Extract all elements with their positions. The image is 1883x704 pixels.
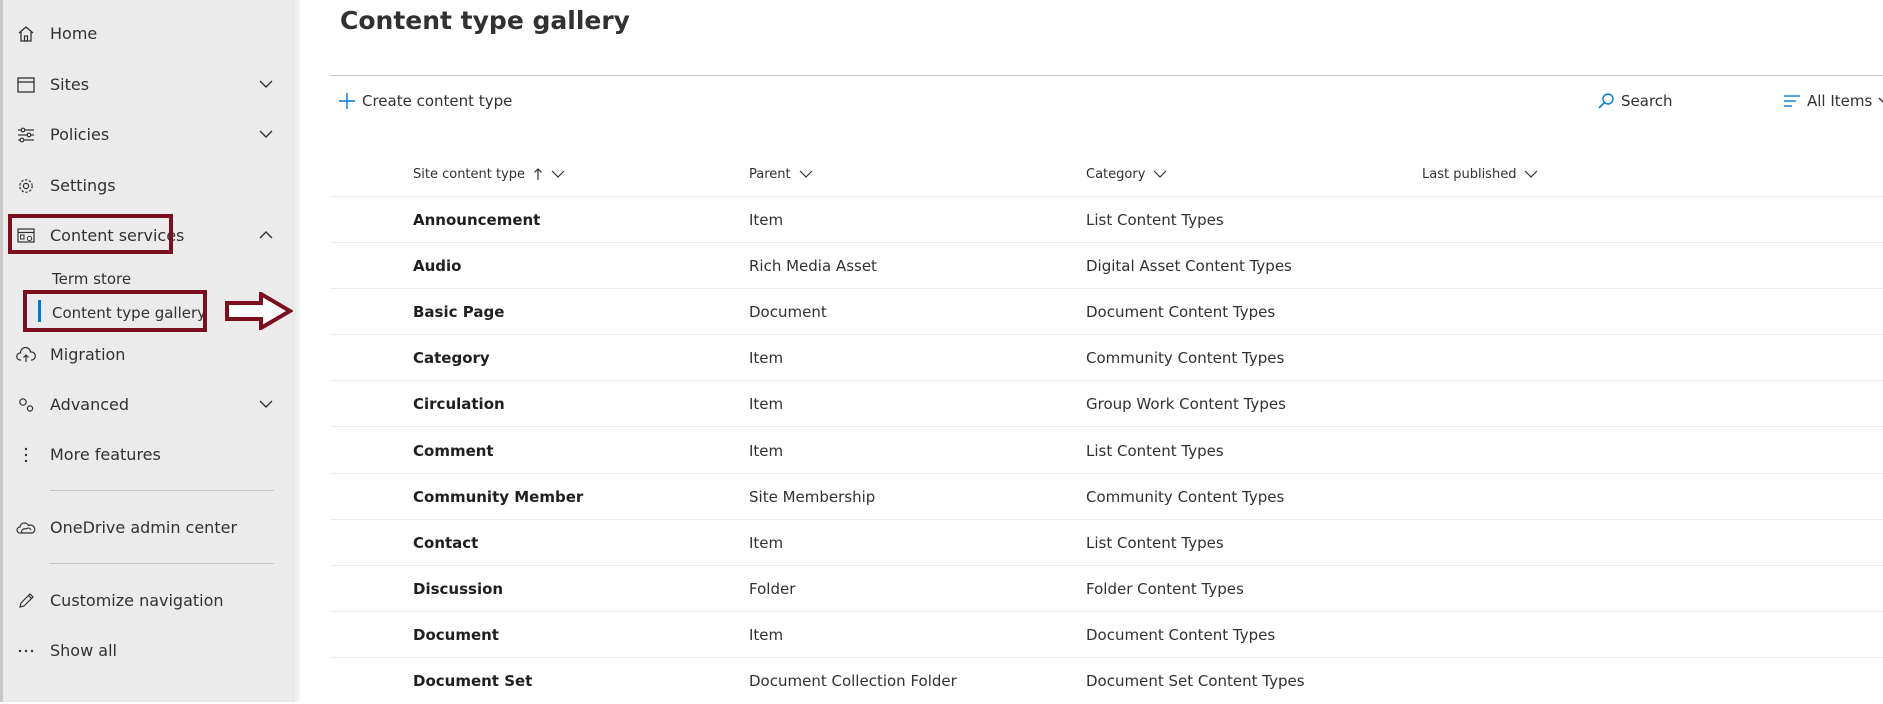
- nav-label-onedrive-admin-center: OneDrive admin center: [50, 517, 238, 537]
- chevron-down-icon: [1153, 169, 1167, 179]
- cell-parent: Item: [749, 442, 784, 460]
- nav-label-home: Home: [50, 23, 98, 43]
- chevron-down-icon: [551, 169, 565, 179]
- cell-parent: Item: [749, 211, 784, 229]
- cell-parent: Site Membership: [749, 488, 876, 506]
- sub-item-label-term-store: Term store: [52, 270, 132, 288]
- header-divider: [330, 75, 1883, 76]
- cell-parent: Item: [749, 534, 784, 552]
- view-selector[interactable]: [1783, 88, 1883, 114]
- cell-name[interactable]: Contact: [413, 534, 479, 552]
- onedrive-icon: [16, 518, 36, 538]
- chevron-down-icon: [799, 169, 813, 179]
- advanced-icon: [16, 395, 36, 415]
- cell-name[interactable]: Comment: [413, 442, 494, 460]
- more-vertical-icon: [16, 445, 36, 465]
- table-row[interactable]: [330, 474, 1883, 520]
- search-box[interactable]: [1597, 88, 1673, 114]
- nav-item-more-features[interactable]: [0, 437, 292, 471]
- cell-category: Community Content Types: [1086, 488, 1285, 506]
- cell-category: Document Content Types: [1086, 626, 1276, 644]
- table-row[interactable]: [330, 243, 1883, 289]
- nav-item-onedrive-admin-center[interactable]: [0, 510, 292, 544]
- pencil-icon: [16, 591, 36, 611]
- cell-parent: Item: [749, 626, 784, 644]
- cell-name[interactable]: Audio: [413, 257, 462, 275]
- table-row[interactable]: [330, 381, 1883, 427]
- table-row[interactable]: [330, 658, 1883, 704]
- nav-divider: [50, 490, 274, 491]
- chevron-down-icon: [1878, 95, 1883, 107]
- cell-parent: Document Collection Folder: [749, 672, 957, 690]
- nav-item-migration[interactable]: [0, 337, 292, 371]
- column-header-last-published[interactable]: [1422, 162, 1538, 186]
- nav-label-policies: Policies: [50, 124, 110, 144]
- annotation-arrow-icon: [225, 292, 293, 330]
- more-horizontal-icon: [16, 641, 36, 661]
- column-header-parent[interactable]: [749, 162, 813, 186]
- cell-category: Document Set Content Types: [1086, 672, 1305, 690]
- table-row[interactable]: [330, 289, 1883, 335]
- search-label: Search: [1621, 92, 1673, 110]
- column-header-label: Last published: [1422, 166, 1517, 182]
- cell-category: Folder Content Types: [1086, 580, 1244, 598]
- cell-name[interactable]: Document Set: [413, 672, 533, 690]
- sites-icon: [16, 75, 36, 95]
- add-icon: [338, 92, 356, 110]
- column-header-site-content-type[interactable]: [413, 162, 565, 186]
- cell-parent: Item: [749, 349, 784, 367]
- sub-item-term-store[interactable]: [52, 265, 131, 293]
- nav-item-home[interactable]: [0, 16, 292, 50]
- table-row[interactable]: [330, 197, 1883, 243]
- column-header-label: Category: [1086, 166, 1146, 182]
- cell-name[interactable]: Circulation: [413, 395, 505, 413]
- cell-category: List Content Types: [1086, 442, 1224, 460]
- chevron-up-icon[interactable]: [258, 228, 274, 242]
- nav-label-content-services: Content services: [50, 225, 185, 245]
- table-row[interactable]: [330, 428, 1883, 474]
- chevron-down-icon[interactable]: [258, 397, 274, 411]
- cell-name[interactable]: Announcement: [413, 211, 541, 229]
- sidebar-edge: [292, 0, 300, 702]
- home-icon: [16, 24, 36, 44]
- cell-category: Group Work Content Types: [1086, 395, 1286, 413]
- nav-label-settings: Settings: [50, 175, 116, 195]
- nav-label-advanced: Advanced: [50, 394, 130, 414]
- highlight-box-content-type-gallery: [23, 290, 207, 332]
- nav-label-show-all: Show all: [50, 640, 117, 660]
- cloud-upload-icon: [16, 345, 36, 365]
- cell-name[interactable]: Document: [413, 626, 499, 644]
- nav-label-more-features: More features: [50, 444, 161, 464]
- cell-parent: Item: [749, 395, 784, 413]
- cell-name[interactable]: Basic Page: [413, 303, 505, 321]
- column-header-category[interactable]: [1086, 162, 1167, 186]
- view-selector-label: All Items: [1807, 92, 1873, 110]
- table-row[interactable]: [330, 566, 1883, 612]
- page-title: Content type gallery: [340, 6, 630, 35]
- nav-item-sites[interactable]: [0, 67, 292, 101]
- cell-category: Document Content Types: [1086, 303, 1276, 321]
- cell-category: List Content Types: [1086, 211, 1224, 229]
- column-header-label: Parent: [749, 166, 791, 182]
- chevron-down-icon: [1524, 169, 1538, 179]
- nav-item-customize-navigation[interactable]: [0, 583, 292, 617]
- nav-divider: [50, 563, 274, 564]
- nav-item-show-all[interactable]: [0, 633, 292, 667]
- policies-icon: [16, 125, 36, 145]
- chevron-down-icon[interactable]: [258, 127, 274, 141]
- cell-category: Digital Asset Content Types: [1086, 257, 1292, 275]
- gear-icon: [16, 176, 36, 196]
- chevron-down-icon[interactable]: [258, 77, 274, 91]
- nav-item-advanced[interactable]: [0, 387, 292, 421]
- nav-label-customize-navigation: Customize navigation: [50, 590, 224, 610]
- nav-item-settings[interactable]: [0, 168, 292, 202]
- table-row[interactable]: [330, 335, 1883, 381]
- view-list-icon: [1783, 94, 1801, 108]
- table-row[interactable]: [330, 612, 1883, 658]
- column-header-label: Site content type: [413, 166, 526, 182]
- cell-name[interactable]: Community Member: [413, 488, 584, 506]
- cell-name[interactable]: Discussion: [413, 580, 504, 598]
- cell-category: List Content Types: [1086, 534, 1224, 552]
- create-content-type-label: Create content type: [362, 92, 513, 110]
- cell-category: Community Content Types: [1086, 349, 1285, 367]
- table-row[interactable]: [330, 520, 1883, 566]
- search-icon: [1597, 92, 1615, 110]
- create-content-type-button[interactable]: [338, 88, 512, 114]
- sort-ascending-icon: [533, 167, 543, 181]
- cell-parent: Document: [749, 303, 827, 321]
- highlight-box-content-services: [8, 214, 173, 254]
- nav-label-migration: Migration: [50, 344, 126, 364]
- cell-name[interactable]: Category: [413, 349, 490, 367]
- cell-parent: Rich Media Asset: [749, 257, 877, 275]
- nav-label-sites: Sites: [50, 74, 90, 94]
- cell-parent: Folder: [749, 580, 796, 598]
- sub-item-label-content-type-gallery: Content type gallery: [52, 304, 207, 322]
- nav-item-policies[interactable]: [0, 117, 292, 151]
